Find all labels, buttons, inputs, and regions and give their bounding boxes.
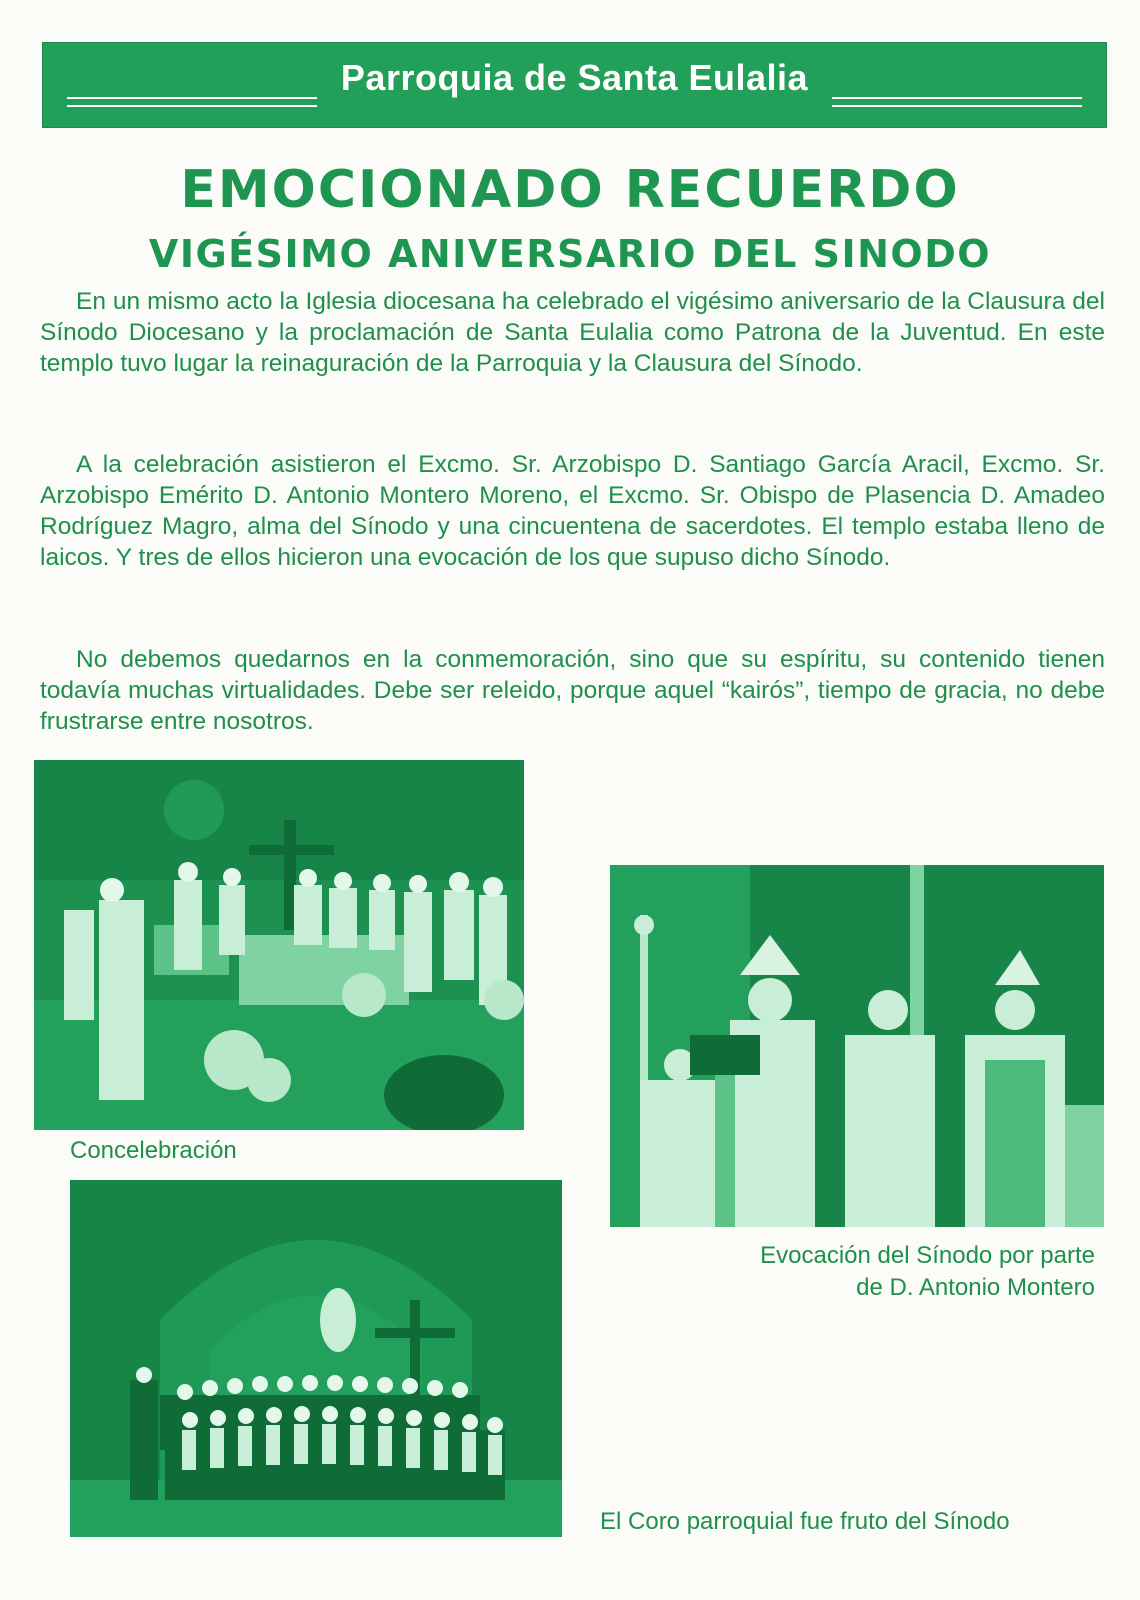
header-title: Parroquia de Santa Eulalia [340, 57, 809, 98]
caption-evocation [760, 1240, 1095, 1304]
article-paragraph-1: En un mismo acto la Iglesia diocesana ha celebrado el vigésimo aniversario de la Clausura del Sínodo Diocesano y la proclamación de Santa Eulalia como Patrona de la Juventud. En este templo tuvo lugar la reinaguración de la Parroquia y la Clausura del Sínodo. [40, 288, 1105, 377]
article-paragraph-3: No debemos quedarnos en la conmemoración, sino que su espíritu, su contenido tienen todavía muchas virtualidades. Debe ser releido, porque aquel “kairós”, tiempo de gracia, no debe frustrarse entre nosotros. [40, 646, 1105, 735]
caption-choir: El Coro parroquial fue fruto del Sínodo [600, 1508, 1010, 1535]
article-title: EMOCIONADO RECUERDO [180, 160, 960, 220]
photo-concelebration [34, 760, 524, 1130]
caption-evocation-line-1: Evocación del Sínodo por parte [760, 1242, 1095, 1269]
article-subtitle: VIGÉSIMO ANIVERSARIO DEL SINODO [148, 232, 992, 276]
photo-choir [70, 1180, 562, 1537]
header-band [42, 42, 1107, 128]
header-rule-right [832, 97, 1082, 107]
article-paragraph-2: A la celebración asistieron el Excmo. Sr. Arzobispo D. Santiago García Aracil, Excmo. Sr. Arzobispo Emérito D. Antonio Montero Moreno, el Excmo. Sr. Obispo de Plasencia D. Amadeo Rodríguez Magro, alma del Sínodo y una cincuentena de sacerdotes. El templo estaba lleno de laicos. Y tres de ellos hicieron una evocación de los que supuso dicho Sínodo. [40, 451, 1105, 571]
caption-evocation-line-2: de D. Antonio Montero [856, 1274, 1095, 1301]
photo-evocation [610, 865, 1104, 1227]
caption-concelebration: Concelebración [70, 1137, 237, 1164]
